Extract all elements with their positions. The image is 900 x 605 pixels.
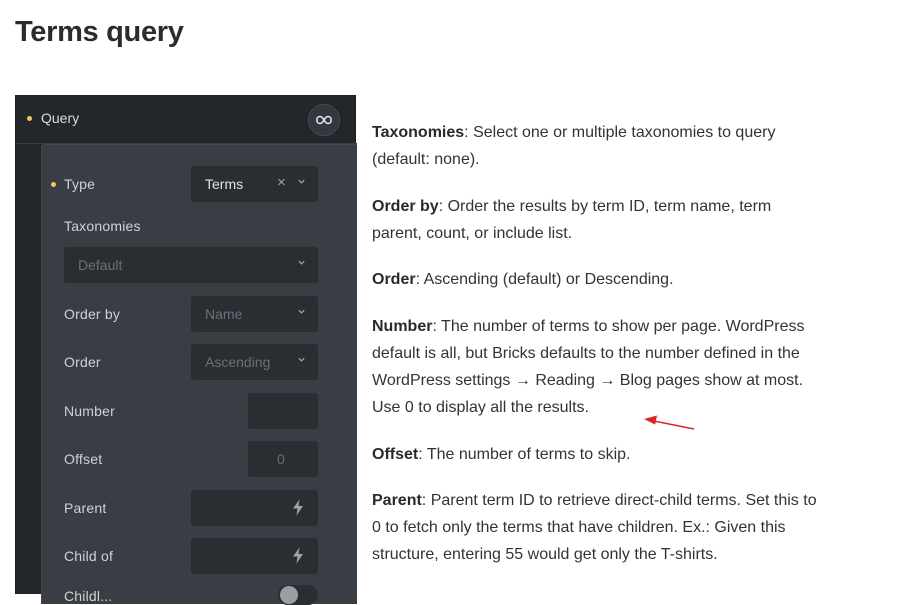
- order-by-placeholder: Name: [205, 306, 243, 322]
- query-panel-screenshot: [15, 95, 356, 604]
- query-loop-button[interactable]: [308, 104, 340, 136]
- offset-input[interactable]: [248, 441, 318, 477]
- description-text: : Order the results by term ID, term name, term parent, count, or include list.: [372, 198, 772, 242]
- description-order-by: [372, 193, 822, 247]
- page-title: Terms query: [15, 16, 184, 48]
- type-select[interactable]: [191, 166, 318, 202]
- number-label: Number: [64, 403, 115, 419]
- description-term: Taxonomies: [372, 124, 465, 141]
- description-term: Order: [372, 271, 416, 288]
- query-controls: [41, 144, 357, 604]
- order-label: Order: [64, 354, 101, 370]
- description-term: Order by: [372, 198, 439, 215]
- taxonomies-select[interactable]: [64, 247, 318, 283]
- order-select[interactable]: [191, 344, 318, 380]
- description-term: Number: [372, 318, 433, 335]
- child-of-label: Child of: [64, 548, 114, 564]
- description-parent: [372, 487, 822, 568]
- panel-header: [16, 95, 357, 144]
- description-order: [372, 266, 822, 293]
- query-label: Query: [41, 110, 80, 126]
- description-offset: [372, 441, 822, 468]
- type-label: Type: [64, 176, 96, 192]
- parent-input[interactable]: [191, 490, 318, 526]
- dynamic-data-bolt-icon[interactable]: [292, 499, 304, 516]
- type-value: Terms: [205, 176, 244, 192]
- offset-placeholder: 0: [277, 451, 285, 467]
- type-modified-dot-icon: [51, 182, 56, 187]
- red-arrow-icon: [640, 412, 698, 434]
- offset-label: Offset: [64, 451, 103, 467]
- number-input[interactable]: [248, 393, 318, 429]
- description-text: : Parent term ID to retrieve direct-child terms. Set this to 0 to fetch only the terms that have children. Ex.: Given this structure, entering 55 would get only the T-shirts.: [372, 492, 817, 563]
- modified-dot-icon: [27, 116, 32, 121]
- description-text: : The number of terms to show per page. WordPress default is all, but Bricks defaults to the number defined in the WordPress settings → Reading → Blog pages show at most. Use 0 to display all the results.: [372, 318, 805, 416]
- order-by-select[interactable]: [191, 296, 318, 332]
- toggle-knob: [280, 586, 298, 604]
- description-taxonomies: [372, 119, 822, 173]
- chevron-down-icon: [297, 258, 306, 267]
- order-placeholder: Ascending: [205, 354, 271, 370]
- taxonomies-label: Taxonomies: [64, 218, 141, 234]
- parent-label: Parent: [64, 500, 107, 516]
- description-text: : The number of terms to skip.: [418, 446, 631, 463]
- dynamic-data-bolt-icon[interactable]: [292, 547, 304, 564]
- childless-toggle[interactable]: [278, 585, 318, 605]
- child-of-input[interactable]: [191, 538, 318, 574]
- description-number: [372, 313, 822, 421]
- clear-icon[interactable]: ×: [277, 174, 286, 191]
- description-term: Parent: [372, 492, 422, 509]
- childless-label: Childl...: [64, 588, 113, 604]
- chevron-down-icon: [297, 355, 306, 364]
- description-text: : Select one or multiple taxonomies to query (default: none).: [372, 124, 776, 168]
- infinity-icon: [316, 115, 332, 125]
- order-by-label: Order by: [64, 306, 121, 322]
- description-term: Offset: [372, 446, 419, 463]
- taxonomies-placeholder: Default: [78, 257, 123, 273]
- chevron-down-icon: [297, 307, 306, 316]
- chevron-down-icon: [297, 177, 306, 186]
- description-text: : Ascending (default) or Descending.: [415, 271, 674, 288]
